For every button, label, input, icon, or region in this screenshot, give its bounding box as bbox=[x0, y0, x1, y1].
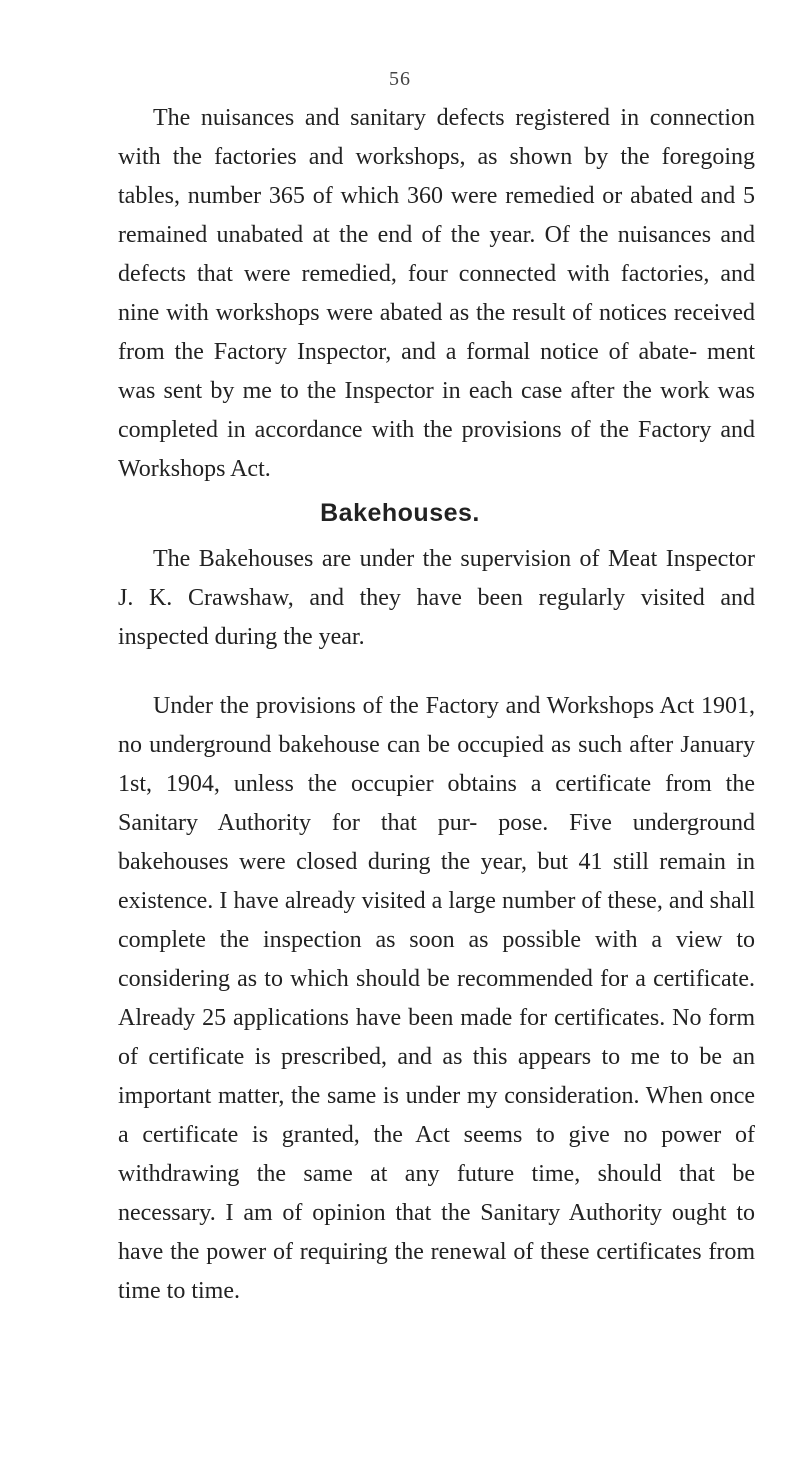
paragraph-underground-bakehouses bbox=[118, 687, 755, 1311]
page-number: 56 bbox=[389, 68, 411, 90]
paragraph-nuisances bbox=[118, 99, 755, 489]
paragraph-text: Under the provisions of the Factory and Workshops Act 1901, no underground bakehouse can be occupied as such after January 1st, 1904, unless the occupier obtains a certificate from the Sanitary Authority for that pur- pose. Five underground bakehouses were closed during the year, but 41 still remain in existence. I have already visited a large number of these, and shall complete the inspection as soon as possible with a view to considering as to which should be recommended for a certificate. Already 25 applications have been made for certificates. No form of certificate is prescribed, and as this appears to me to be an important matter, the same is under my consideration. When once a certificate is granted, the Act seems to give no power of withdrawing the same at any future time, should that be necessary. I am of opinion that the Sanitary Authority ought to have the power of requiring the renewal of these certificates from time to time. bbox=[118, 693, 755, 1304]
paragraph-text: The nuisances and sanitary defects registered in connection with the factories and workshops, as shown by the foregoing tables, number 365 of which 360 were remedied or abated and 5 remained unabated at the end of the year. Of the nuisances and defects that were remedied, four connected with factories, and nine with workshops were abated as the result of notices received from the Factory Inspector, and a formal notice of abate- ment was sent by me to the Inspector in each case after the work was completed in accordance with the provisions of the Factory and Workshops Act. bbox=[118, 105, 755, 482]
paragraph-bakehouses-supervision bbox=[118, 540, 755, 657]
section-heading-bakehouses: Bakehouses. bbox=[320, 499, 480, 527]
paragraph-text: The Bakehouses are under the supervision of Meat Inspector J. K. Crawshaw, and they have been regularly visited and inspected during the year. bbox=[118, 546, 755, 650]
